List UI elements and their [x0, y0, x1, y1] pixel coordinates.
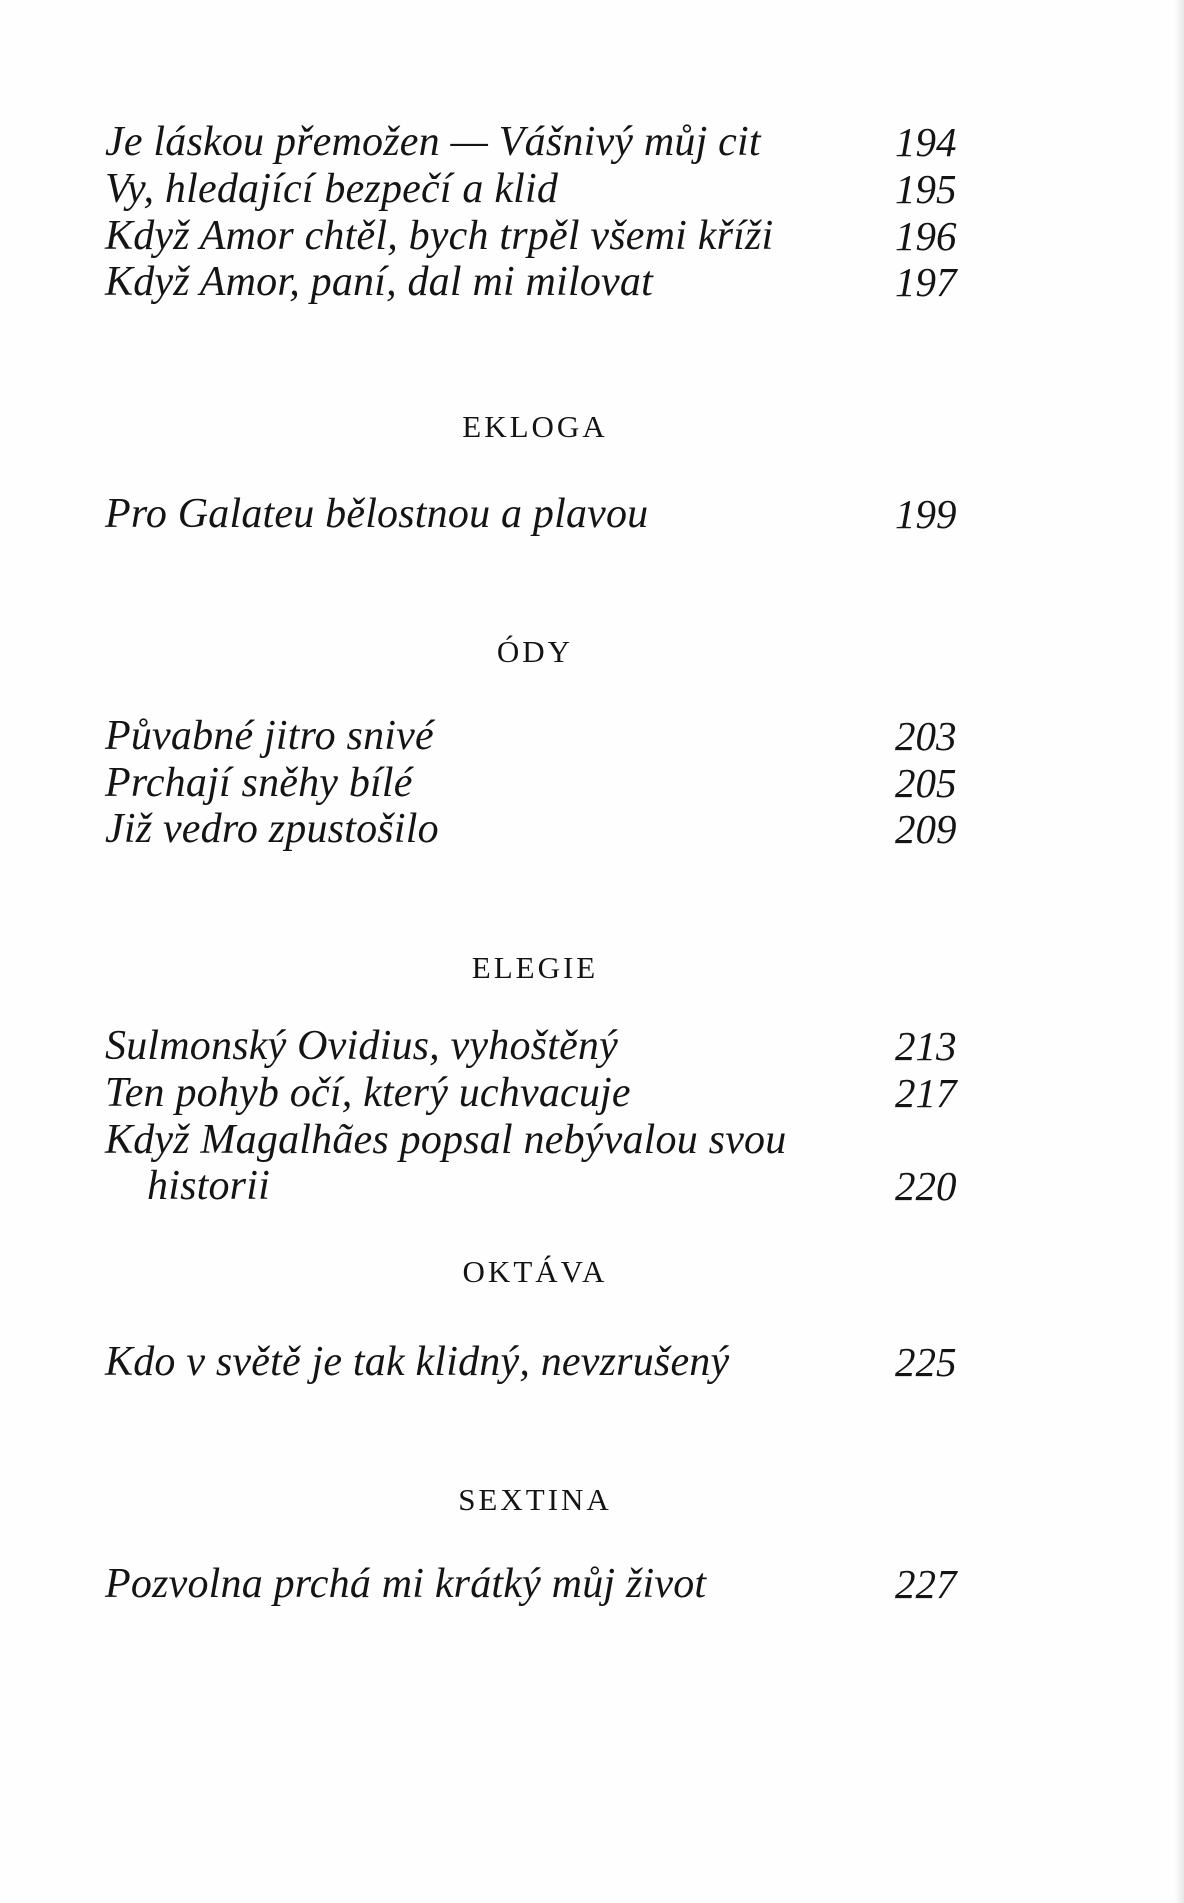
- entry-page-number: 227: [895, 1561, 957, 1607]
- entry-title: Kdo v světě je tak klidný, nevzrušený: [105, 1339, 730, 1385]
- entry-title-continuation: historii: [147, 1163, 270, 1209]
- toc-entry: [105, 759, 965, 807]
- entry-title: Když Amor, paní, dal mi milovat: [105, 259, 653, 305]
- entry-page-number: 196: [895, 213, 957, 259]
- entry-page-number: 220: [895, 1163, 957, 1209]
- entry-title: Pro Galateu bělostnou a plavou: [105, 491, 649, 537]
- toc-entry: [105, 805, 965, 853]
- page-edge-shadow: [1174, 0, 1184, 1903]
- section-heading: ÓDY: [496, 634, 574, 669]
- entry-title: Když Amor chtěl, bych trpěl všemi kříži: [105, 213, 774, 259]
- entry-page-number: 195: [895, 166, 957, 212]
- section-heading: EKLOGA: [462, 409, 608, 444]
- section-heading: OKTÁVA: [462, 1254, 608, 1289]
- toc-entry: [105, 1338, 965, 1386]
- entry-page-number: 209: [895, 806, 957, 852]
- entry-title: Prchají sněhy bílé: [105, 760, 413, 806]
- entry-page-number: 225: [895, 1339, 957, 1385]
- entry-page-number: 199: [895, 491, 957, 537]
- toc-entry: [105, 490, 965, 538]
- entry-page-number: 194: [895, 119, 957, 165]
- toc-entry: [105, 165, 965, 213]
- section-heading: SEXTINA: [458, 1482, 612, 1517]
- toc-entry: [105, 1022, 965, 1070]
- entry-title: Sulmonský Ovidius, vyhoštěný: [105, 1023, 618, 1069]
- entry-title: Vy, hledající bezpečí a klid: [105, 166, 559, 212]
- toc-entry: [105, 712, 965, 760]
- entry-title: Když Magalhães popsal nebývalou svou: [105, 1117, 787, 1163]
- toc-entry: [105, 258, 965, 306]
- toc-entry-continuation: [105, 1162, 965, 1210]
- entry-page-number: 217: [895, 1070, 957, 1116]
- entry-title: Již vedro zpustošilo: [105, 806, 439, 852]
- entry-page-number: 213: [895, 1023, 957, 1069]
- toc-entry: [105, 1560, 965, 1608]
- section-heading: ELEGIE: [471, 950, 599, 985]
- toc-entry: [105, 1069, 965, 1117]
- entry-page-number: 203: [895, 713, 957, 759]
- entry-title: Ten pohyb očí, který uchvacuje: [105, 1070, 631, 1116]
- entry-title: Pozvolna prchá mi krátký můj život: [105, 1561, 707, 1607]
- toc-entry: [105, 1116, 965, 1164]
- entry-page-number: 205: [895, 760, 957, 806]
- entry-title: Je láskou přemožen — Vášnivý můj cit: [105, 119, 761, 165]
- entry-page-number: 197: [895, 259, 957, 305]
- entry-title: Půvabné jitro snivé: [105, 713, 434, 759]
- toc-entry: [105, 118, 965, 166]
- toc-entry: [105, 212, 965, 260]
